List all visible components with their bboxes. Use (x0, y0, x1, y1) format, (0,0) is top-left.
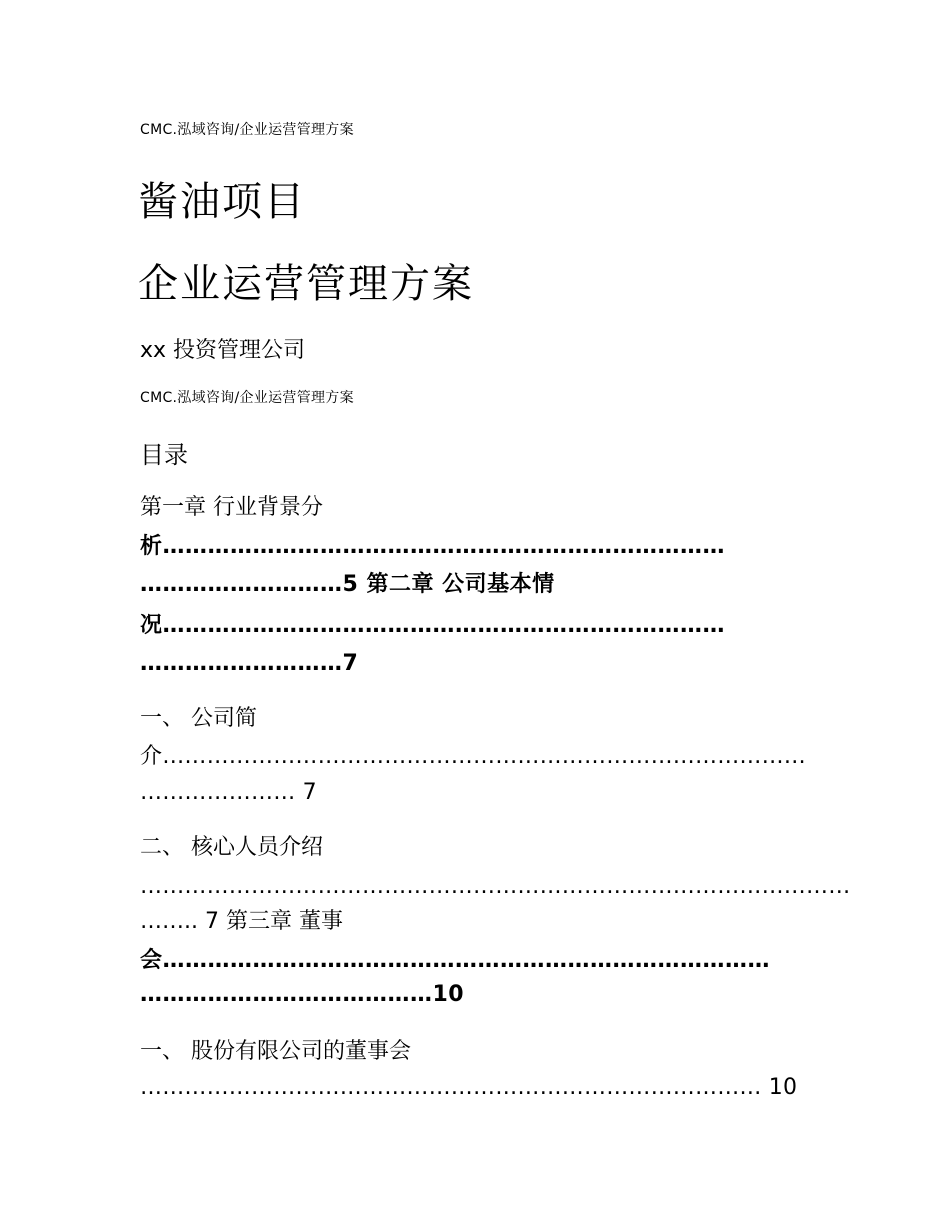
toc-heading: 目录 (140, 441, 188, 469)
running-header: CMC.泓域咨询/企业运营管理方案 (140, 122, 354, 138)
toc-line: …….. 7 第三章 董事 (140, 909, 343, 934)
toc-line: 况………………………………………………………………… (140, 613, 726, 638)
toc-line: 一、 股份有限公司的董事会 (140, 1039, 411, 1064)
toc-line: ………………… 7 (140, 780, 317, 805)
toc-line: 析………………………………………………………………… (140, 534, 726, 559)
toc-line: ………………………7 (140, 651, 359, 676)
document-title-line-1: 酱油项目 (138, 179, 306, 225)
company-name: xx 投资管理公司 (140, 338, 306, 363)
toc-line: 第一章 行业背景分 (140, 495, 323, 520)
toc-line: …………………………………………………………………………………… (140, 874, 851, 899)
toc-line: 一、 公司简 (140, 706, 257, 731)
toc-line: 介…………………………………………………………………………… (140, 744, 806, 769)
running-header-repeat: CMC.泓域咨询/企业运营管理方案 (140, 390, 354, 406)
toc-line: ………………………………………………………………………… 10 (140, 1075, 798, 1100)
toc-line: …………………………………10 (140, 982, 465, 1007)
toc-line: 会……………………………………………………………………… (140, 948, 771, 973)
document-title-line-2: 企业运营管理方案 (138, 261, 474, 307)
toc-line: 二、 核心人员介绍 (140, 835, 323, 860)
toc-line: ………………………5 第二章 公司基本情 (140, 572, 555, 597)
